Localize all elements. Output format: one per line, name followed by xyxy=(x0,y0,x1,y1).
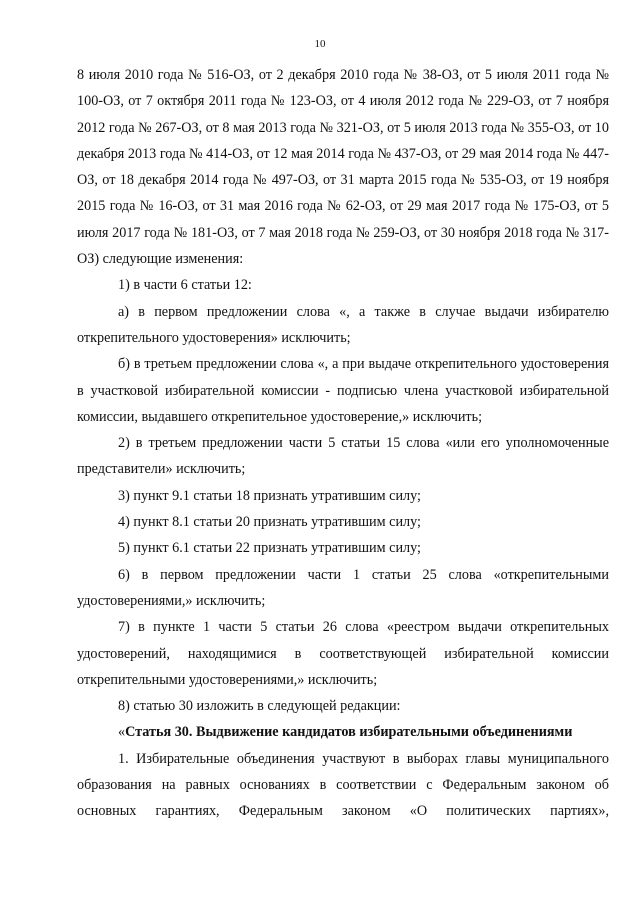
article-heading xyxy=(77,719,609,745)
amendment-intro-paragraph: 8 июля 2010 года № 516-ОЗ, от 2 декабря 2010 года № 38-ОЗ, от 5 июля 2011 года № 100-ОЗ, от 7 октября 2011 года № 123-ОЗ, от 4 июля 2012 года № 229-ОЗ, от 7 ноября 2012 года № 267-ОЗ, от 8 мая 2013 года № 321-ОЗ, от 5 июля 2013 года № 355-ОЗ, от 10 декабря 2013 года № 414-ОЗ, от 12 мая 2014 года № 437-ОЗ, от 29 мая 2014 года № 447-ОЗ, от 18 декабря 2014 года № 497-ОЗ, от 31 марта 2015 года № 535-ОЗ, от 19 ноября 2015 года № 16-ОЗ, от 31 мая 2016 года № 62-ОЗ, от 29 мая 2017 года № 175-ОЗ, от 5 июля 2017 года № 181-ОЗ, от 7 мая 2018 года № 259-ОЗ, от 30 ноября 2018 года № 317-ОЗ) следующие изменения: xyxy=(77,67,609,268)
item-6-paragraph: 6) в первом предложении части 1 статьи 25 слова «открепительными удостоверениями,» исключить; xyxy=(77,566,609,609)
item-2-paragraph: 2) в третьем предложении части 5 статьи 15 слова «или его уполномоченные представители» исключить; xyxy=(77,435,609,478)
item-7-paragraph: 7) в пункте 1 части 5 статьи 26 слова «реестром выдачи открепительных удостоверений, находящимися в соответствующей избирательной комиссии открепительными удостоверениями,» исключить; xyxy=(77,619,609,688)
opening-quote: « xyxy=(118,724,126,741)
item-1-paragraph: 1) в части 6 статьи 12: xyxy=(118,277,252,294)
item-5-paragraph: 5) пункт 6.1 статьи 22 признать утратившим силу; xyxy=(118,540,421,557)
item-1a-paragraph: а) в первом предложении слова «, а также в случае выдачи избирателю открепительного удостоверения» исключить; xyxy=(77,303,609,346)
article-title: Статья 30. Выдвижение кандидатов избирательными объединениями xyxy=(125,724,573,741)
item-8-paragraph: 8) статью 30 изложить в следующей редакции: xyxy=(118,698,401,715)
article-paragraph-1: 1. Избирательные объединения участвуют в выборах главы муниципального образования на равных основаниях в соответствии с Федеральным законом об основных гарантиях, Федеральным законом «О политических партиях», xyxy=(77,750,609,820)
item-3-paragraph: 3) пункт 9.1 статьи 18 признать утратившим силу; xyxy=(118,487,421,504)
item-4-paragraph: 4) пункт 8.1 статьи 20 признать утратившим силу; xyxy=(118,514,421,531)
item-1b-paragraph: б) в третьем предложении слова «, а при выдаче открепительного удостоверения в участковой избирательной комиссии - подписью члена участковой избирательной комиссии, выдавшего открепительное удостоверение,» исключить; xyxy=(77,356,609,425)
page-number: 10 xyxy=(314,38,326,50)
document-body xyxy=(77,62,609,825)
